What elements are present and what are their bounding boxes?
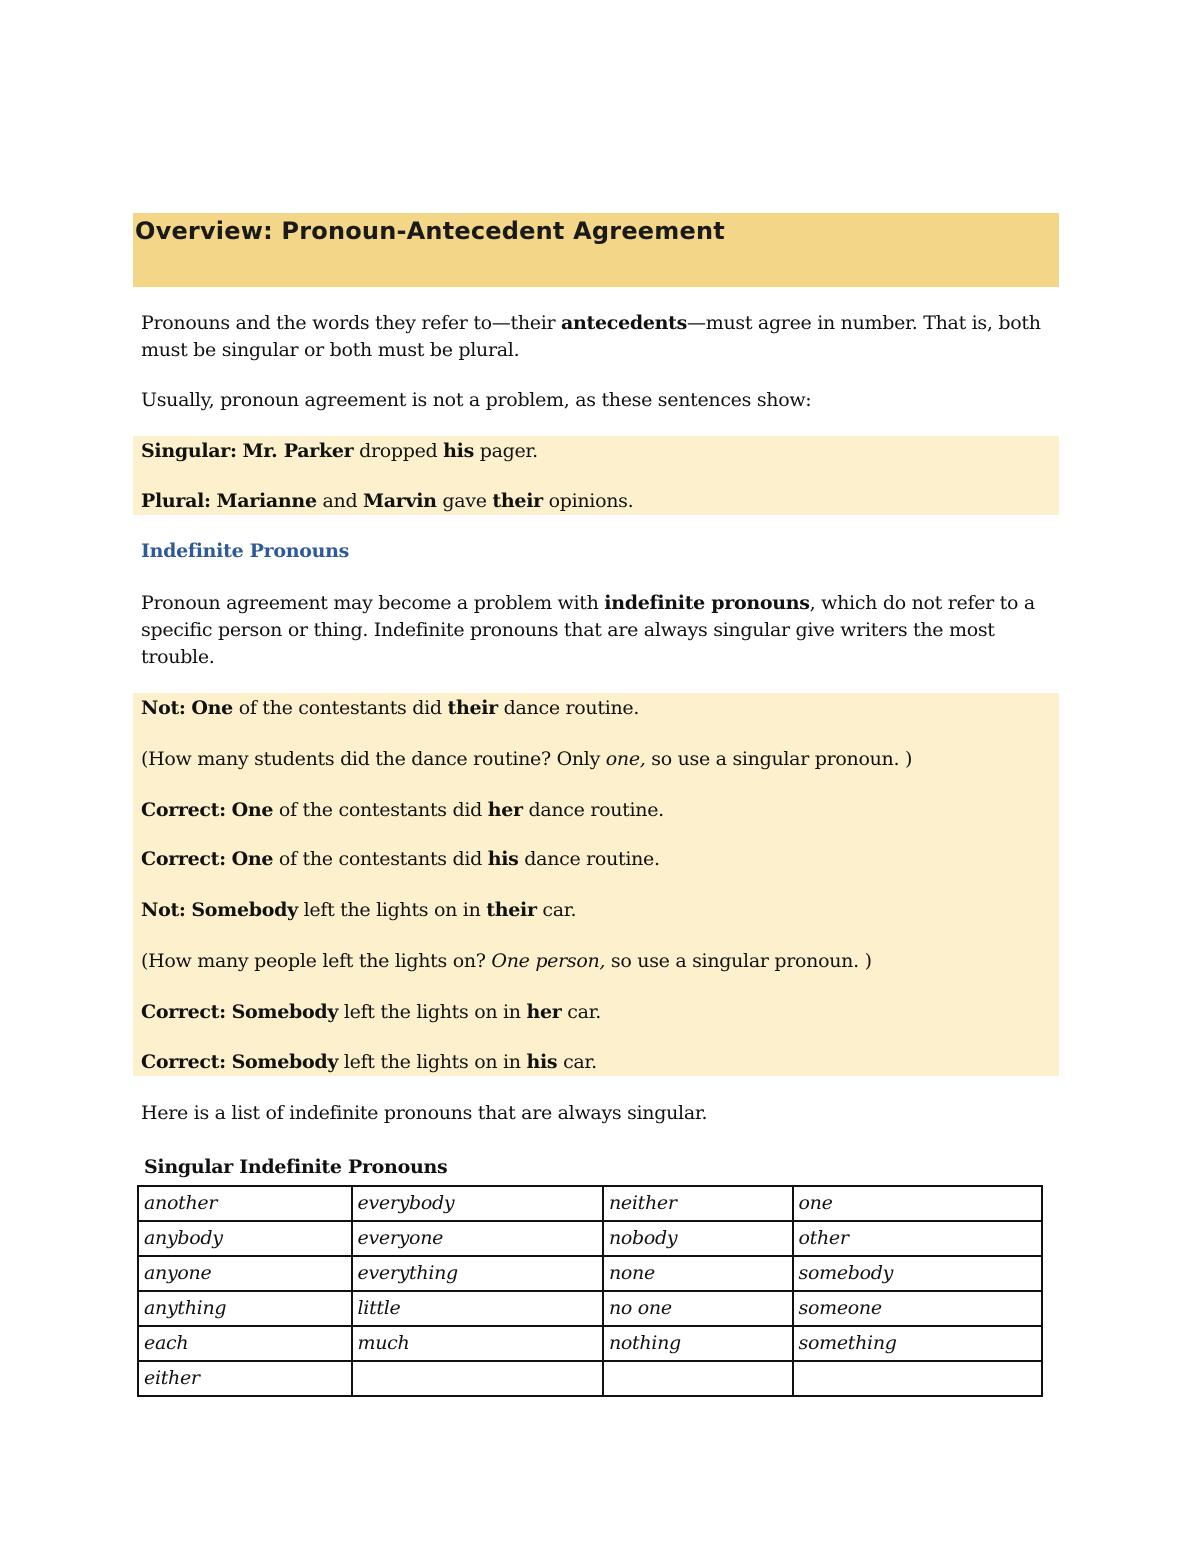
table-cell: either [138, 1361, 352, 1396]
table-row [138, 1326, 1042, 1361]
table-cell [603, 1361, 793, 1396]
table-cell: something [793, 1326, 1042, 1361]
example-line: Not: One of the contestants did their dance routine. [141, 697, 640, 719]
example-line: (How many people left the lights on? One person, so use a singular pronoun. ) [141, 950, 872, 972]
example-line: Correct: One of the contestants did her dance routine. [141, 799, 664, 821]
table-cell: little [352, 1291, 603, 1326]
table-cell: each [138, 1326, 352, 1361]
table-cell: everyone [352, 1221, 603, 1256]
usually-paragraph: Usually, pronoun agreement is not a problem, as these sentences show: [141, 389, 812, 411]
example-line: Correct: One of the contestants did his dance routine. [141, 848, 660, 870]
title-bar [133, 213, 1059, 287]
table-cell: anybody [138, 1221, 352, 1256]
example-line: Correct: Somebody left the lights on in her car. [141, 1001, 602, 1023]
list-intro: Here is a list of indefinite pronouns that are always singular. [141, 1102, 708, 1124]
example-line: Correct: Somebody left the lights on in his car. [141, 1051, 597, 1073]
table-cell: anything [138, 1291, 352, 1326]
table-row [138, 1186, 1042, 1221]
table-row [138, 1291, 1042, 1326]
singular-example: Singular: Mr. Parker dropped his pager. [141, 440, 538, 462]
example-line: Not: Somebody left the lights on in their car. [141, 899, 577, 921]
table-cell: nobody [603, 1221, 793, 1256]
table-cell: another [138, 1186, 352, 1221]
page-title: Overview: Pronoun-Antecedent Agreement [135, 217, 725, 245]
table-cell: anyone [138, 1256, 352, 1291]
table-cell: neither [603, 1186, 793, 1221]
table-cell: everybody [352, 1186, 603, 1221]
table-row [138, 1221, 1042, 1256]
table-cell: one [793, 1186, 1042, 1221]
table-cell [793, 1361, 1042, 1396]
section-heading: Indefinite Pronouns [141, 540, 350, 562]
table-cell [352, 1361, 603, 1396]
table-cell: nothing [603, 1326, 793, 1361]
intro-paragraph: Pronouns and the words they refer to—their antecedents—must agree in number. That is, both must be singular or both must be plural. [141, 312, 1041, 361]
table-cell: everything [352, 1256, 603, 1291]
table-cell: someone [793, 1291, 1042, 1326]
plural-example: Plural: Marianne and Marvin gave their opinions. [141, 490, 634, 512]
table-cell: no one [603, 1291, 793, 1326]
table-cell: much [352, 1326, 603, 1361]
table-cell: none [603, 1256, 793, 1291]
example-line: (How many students did the dance routine? Only one, so use a singular pronoun. ) [141, 748, 913, 770]
table-row [138, 1361, 1042, 1396]
table-cell: other [793, 1221, 1042, 1256]
pronoun-table [137, 1185, 1043, 1397]
indefinite-paragraph: Pronoun agreement may become a problem with indefinite pronouns, which do not refer to a specific person or thing. Indefinite pronouns that are always singular give writers the most trouble. [141, 592, 1035, 668]
table-cell: somebody [793, 1256, 1042, 1291]
table-title: Singular Indefinite Pronouns [144, 1156, 448, 1178]
table-row [138, 1256, 1042, 1291]
